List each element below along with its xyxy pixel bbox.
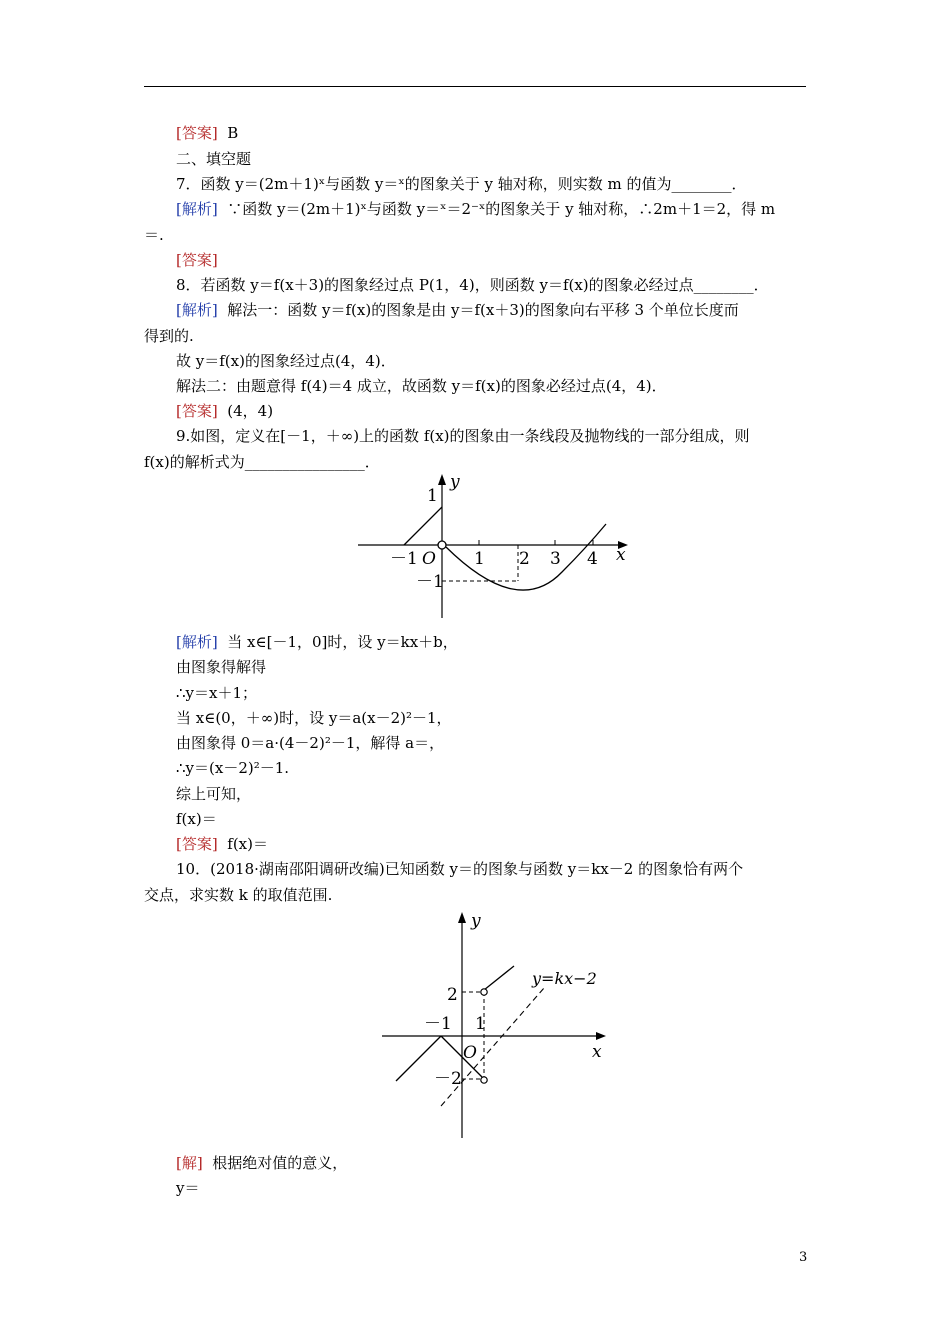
header-rule [144,86,806,87]
analysis-9-line2: 由图象得解得 [176,658,267,676]
analysis-8-method2: 解法二：由题意得 f(4)＝4 成立，故函数 y＝f(x)的图象必经过点(4，4)． [176,377,667,395]
analysis-9-line8: f(x)＝ [176,810,217,828]
fig1-x-label: x [616,545,626,565]
question-7: 7．函数 y＝(2m＋1)ˣ与函数 y＝ˣ的图象关于 y 轴对称，则实数 m 的值为________． [176,175,747,193]
section-heading: 二、填空题 [176,150,252,168]
question-10-cont: 交点，求实数 k 的取值范围. [144,886,333,904]
analysis-8-cont: 得到的. [144,327,194,345]
fig2-x-label: x [592,1042,602,1062]
answer-9: [答案] f(x)＝ [176,835,268,853]
fig1-xtick-neg1: －1 [390,549,418,569]
page-number: 3 [799,1250,808,1265]
fig1-origin: O [422,549,436,569]
question-9: 9.如图，定义在[－1，＋∞)上的函数 f(x)的图象由一条线段及抛物线的一部分组成，则 [176,427,750,445]
answer-6: [答案] B [176,124,239,142]
fig1-ytick-neg1: －1 [416,572,444,592]
analysis-9-line6: ∴y＝(x－2)²－1. [176,759,290,777]
solution-10-line2: y＝ [176,1179,200,1197]
analysis-7: [解析] ∵函数 y＝(2m＋1)ˣ与函数 y＝ˣ＝2⁻ˣ的图象关于 y 轴对称，∴2m＋1＝2，得 m [176,200,776,218]
analysis-8: [解析] 解法一：函数 y＝f(x)的图象是由 y＝f(x＋3)的图象向右平移 3 个单位长度而 [176,301,739,319]
fig2-origin: O [463,1043,477,1063]
figure-10-graph [378,906,618,1142]
analysis-9-line5: 由图象得 0＝a·(4－2)²－1，解得 a＝， [176,734,445,752]
figure-9-graph [350,470,640,620]
question-9-cont: f(x)的解析式为________________． [144,453,380,471]
analysis-9: [解析] 当 x∈[－1，0]时，设 y＝kx＋b， [176,633,458,651]
fig2-xtick-neg1: －1 [424,1014,452,1034]
analysis-7-cont: ＝. [144,226,164,244]
fig2-y-label: y [471,911,481,931]
fig1-xtick-1: 1 [474,549,485,569]
answer-7: [答案] [176,251,218,269]
fig1-xtick-4: 4 [587,549,598,569]
question-10: 10．(2018·湖南邵阳调研改编)已知函数 y＝的图象与函数 y＝kx－2 的图象恰有两个 [176,860,744,878]
fig2-ytick-neg2: －2 [434,1069,462,1089]
question-8: 8．若函数 y＝f(x＋3)的图象经过点 P(1，4)，则函数 y＝f(x)的图象必经过点________． [176,276,769,294]
analysis-9-line3: ∴y＝x＋1； [176,684,258,702]
fig2-xtick-1: 1 [475,1014,486,1034]
fig2-line-label: y=kx−2 [532,969,597,988]
analysis-9-line7: 综上可知， [176,785,252,803]
analysis-8-line3: 故 y＝f(x)的图象经过点(4，4)． [176,352,396,370]
fig1-ytick-1: 1 [427,486,438,506]
solution-10: [解] 根据绝对值的意义， [176,1154,348,1172]
answer-8: [答案] (4，4) [176,402,274,420]
analysis-9-line4: 当 x∈(0，＋∞)时，设 y＝a(x－2)²－1， [176,709,452,727]
fig1-xtick-3: 3 [550,549,561,569]
fig2-ytick-2: 2 [447,985,458,1005]
fig1-y-label: y [450,472,460,492]
fig1-xtick-2: 2 [519,549,530,569]
